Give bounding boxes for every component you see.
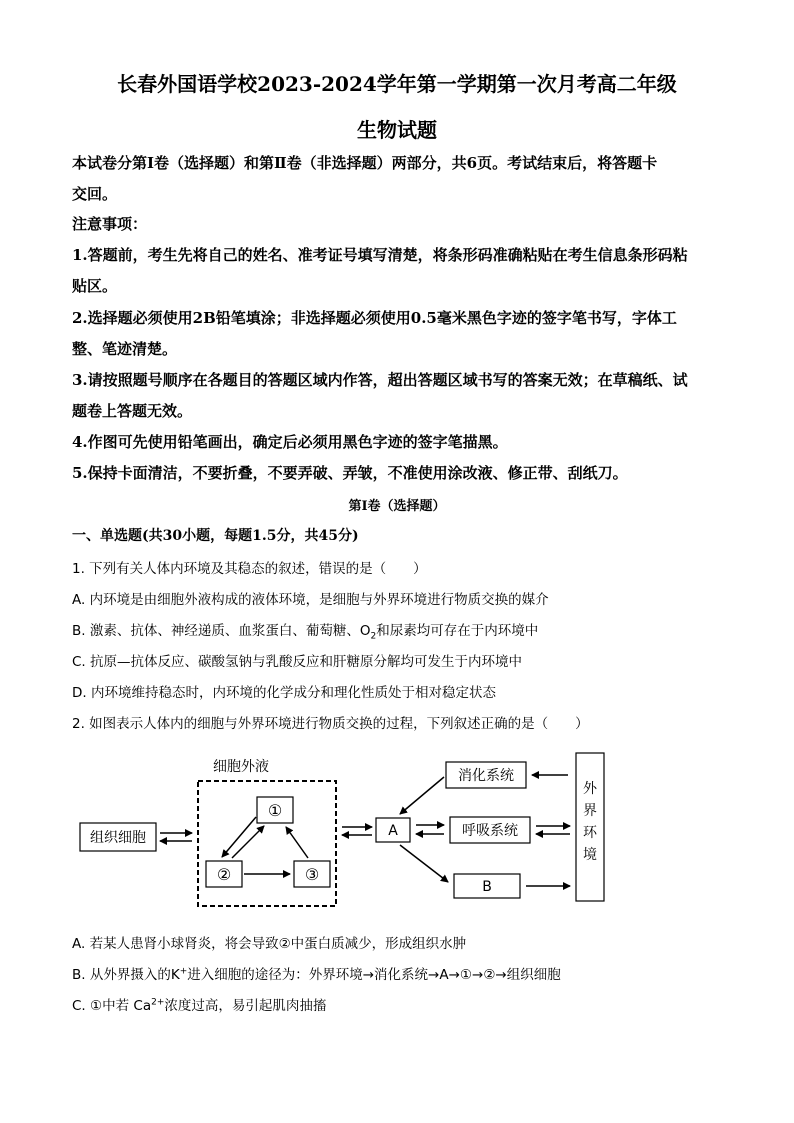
note-1a: 1.答题前，考生先将自己的姓名、准考证号填写清楚，将条形码准确粘贴在考生信息条形码粘 bbox=[72, 246, 688, 264]
arrow-a-to-b bbox=[400, 845, 448, 882]
digestive-system-label: 消化系统 bbox=[458, 768, 514, 784]
note-1b: 贴区。 bbox=[72, 277, 118, 295]
node-1-label: ① bbox=[267, 801, 283, 820]
q2-option-a: A. 若某人患肾小球肾炎，将会导致②中蛋白质减少，形成组织水肿 bbox=[72, 936, 467, 952]
q1-option-b: B. 激素、抗体、神经递质、血浆蛋白、葡萄糖、$O_2$和尿素均可存在于内环境中 bbox=[72, 623, 539, 642]
q2-stem: 2. 如图表示人体内的细胞与外界环境进行物质交换的过程，下列叙述正确的是（ ） bbox=[72, 716, 589, 732]
exam-subtitle: 生物试题 bbox=[357, 118, 437, 142]
extracellular-fluid-label: 细胞外液 bbox=[213, 759, 269, 775]
tissue-cell-label: 组织细胞 bbox=[90, 830, 146, 846]
intro-line-2: 交回。 bbox=[72, 185, 118, 203]
exchange-diagram bbox=[70, 745, 630, 920]
exam-title: 长春外国语学校2023-2024学年第一学期第一次月考高二年级 bbox=[117, 72, 677, 96]
section-title: 第Ⅰ卷（选择题） bbox=[348, 499, 446, 514]
q2-option-b: B. 从外界摄入的K+进入细胞的途径为：外界环境→消化系统→A→①→②→组织细胞 bbox=[72, 966, 561, 983]
external-char-3: 环 bbox=[583, 825, 597, 841]
notes-heading: 注意事项： bbox=[72, 215, 148, 233]
note-3b: 题卷上答题无效。 bbox=[72, 402, 193, 420]
q1-stem: 1. 下列有关人体内环境及其稳态的叙述，错误的是（ ） bbox=[72, 561, 427, 577]
respiratory-system-label: 呼吸系统 bbox=[462, 823, 518, 839]
note-2a: 2.选择题必须使用2B铅笔填涂；非选择题必须使用0.5毫米黑色字迹的签字笔书写，字体工 bbox=[72, 309, 677, 327]
arrow-digestive-to-a bbox=[400, 777, 444, 814]
q1-option-c: C. 抗原—抗体反应、碳酸氢钠与乳酸反应和肝糖原分解均可发生于内环境中 bbox=[72, 654, 523, 670]
node-3-label: ③ bbox=[304, 865, 320, 884]
note-5: 5.保持卡面清洁，不要折叠，不要弄破、弄皱，不准使用涂改液、修正带、刮纸刀。 bbox=[72, 464, 628, 482]
q2-option-c: C. ①中若 $Ca^{2+}$浓度过高，易引起肌肉抽搐 bbox=[72, 997, 327, 1014]
q1-option-d: D. 内环境维持稳态时，内环境的化学成分和理化性质处于相对稳定状态 bbox=[72, 685, 496, 701]
note-3a: 3.请按照题号顺序在各题目的答题区域内作答，超出答题区域书写的答案无效；在草稿纸、试 bbox=[72, 371, 688, 389]
external-char-4: 境 bbox=[583, 847, 597, 863]
external-char-1: 外 bbox=[583, 781, 597, 797]
q1-option-a: A. 内环境是由细胞外液构成的液体环境，是细胞与外界环境进行物质交换的媒介 bbox=[72, 592, 549, 608]
note-4: 4.作图可先使用铅笔画出，确定后必须用黑色字迹的签字笔描黑。 bbox=[72, 433, 508, 451]
node-b-label: B bbox=[482, 879, 492, 895]
note-2b: 整、笔迹清楚。 bbox=[72, 340, 178, 358]
node-2-label: ② bbox=[216, 865, 232, 884]
intro-line-1: 本试卷分第Ⅰ卷（选择题）和第Ⅱ卷（非选择题）两部分，共6页。考试结束后，将答题卡 bbox=[72, 154, 658, 172]
node-a-label: A bbox=[388, 823, 398, 839]
external-char-2: 界 bbox=[583, 803, 597, 819]
arrow-3-to-1 bbox=[286, 827, 308, 858]
arrow-2-to-1 bbox=[232, 826, 264, 858]
part-heading: 一、单选题(共30小题，每题1.5分，共45分) bbox=[72, 528, 359, 544]
